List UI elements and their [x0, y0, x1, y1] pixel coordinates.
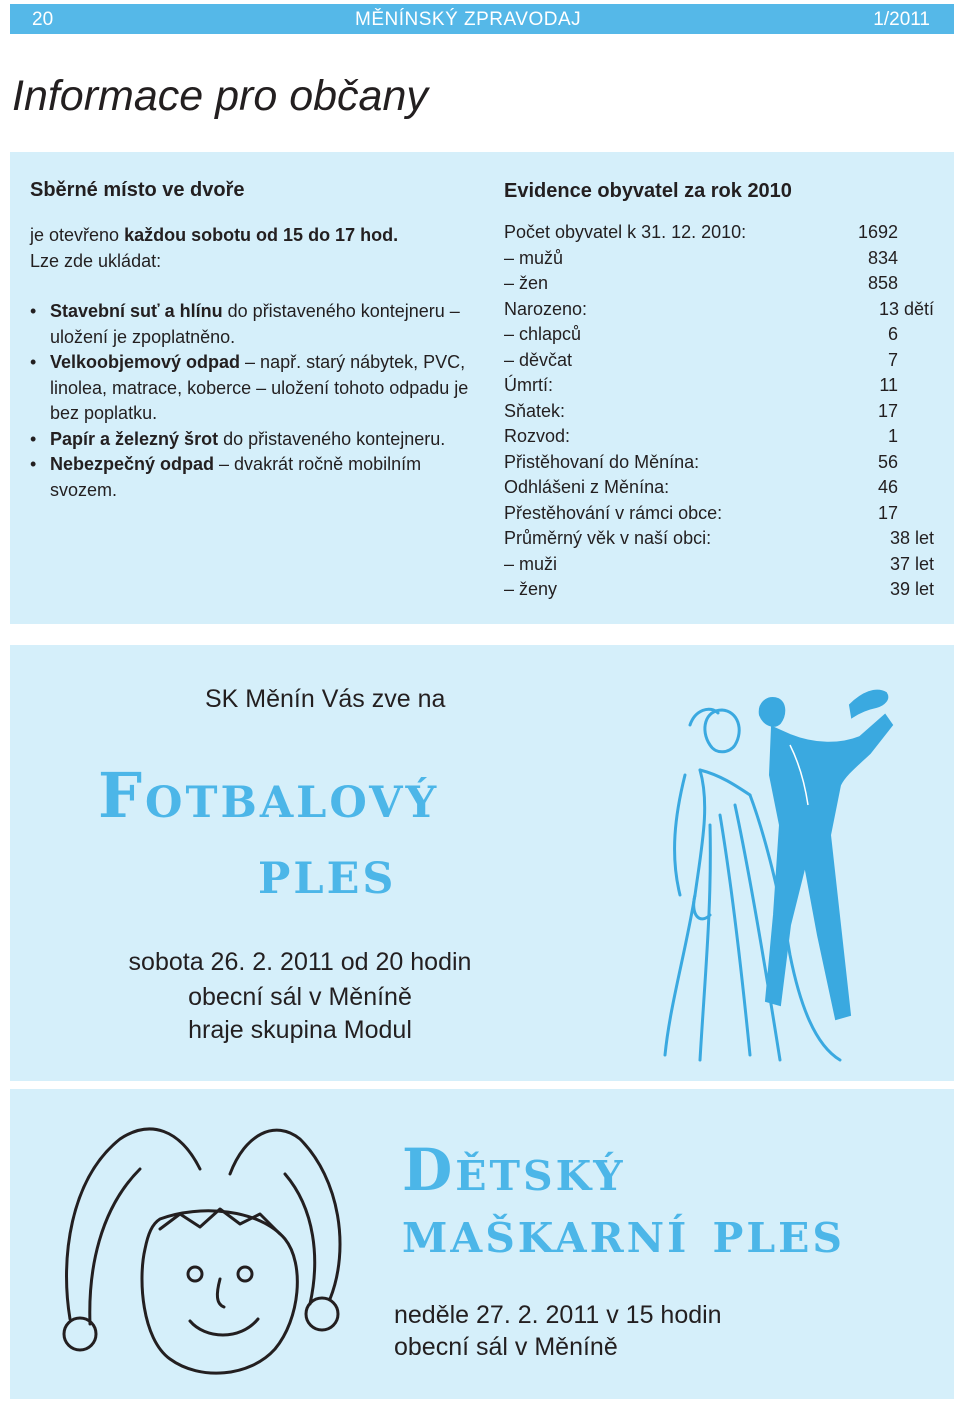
row-label: Odhlášeni z Měnína: [504, 477, 670, 497]
row-label: Narozeno: [504, 298, 588, 319]
item-text: – např. starý nábytek, PVC, linolea, matrace, koberce – uložení tohoto odpadu je bez poplatku. [50, 352, 469, 423]
row-value: 13 dětí [878, 298, 934, 319]
opening-hours: každou sobotu od 15 do 17 hod. [124, 225, 399, 245]
list-item [30, 452, 472, 503]
item-bold: Papír a železný šrot [50, 428, 219, 449]
row-value: 1 [887, 426, 898, 446]
table-row [504, 271, 934, 297]
kids-ball-date: neděle 27. 2. 2011 v 15 hodin [394, 1301, 722, 1329]
row-label: Průměrný věk v naší obci: [504, 528, 712, 548]
row-value: 38 let [889, 528, 934, 548]
kids-ball-title-line1: Dětský [402, 1136, 626, 1204]
list-item [30, 427, 472, 453]
football-ball-panel [10, 645, 954, 1081]
table-row [504, 577, 934, 603]
table-row [504, 450, 934, 476]
children-ball-panel [10, 1089, 954, 1399]
row-label: Sňatek: [504, 400, 566, 421]
issue-number: 1/2011 [873, 9, 930, 30]
ball-details [100, 945, 500, 1048]
row-value: 6 [887, 324, 898, 344]
row-label: – děvčat [504, 349, 573, 370]
row-value: 39 let [889, 579, 934, 599]
row-value: 834 [867, 247, 898, 268]
row-label: – muži [504, 553, 558, 574]
page-number: 20 [32, 9, 54, 30]
row-label: – žen [504, 273, 549, 293]
evidence-table [504, 220, 934, 603]
waste-list [30, 299, 472, 503]
kids-ball-title-line2: maškarní ples [402, 1198, 846, 1266]
newsletter-title: MĚNÍNSKÝ ZPRAVODAJ [355, 9, 582, 30]
item-bold: Stavební suť a hlínu [50, 301, 223, 321]
row-value: 17 [877, 502, 898, 523]
row-label: Rozvod: [504, 426, 571, 446]
item-bold: Nebezpečný odpad [50, 454, 215, 474]
item-bold: Velkoobjemový odpad [50, 352, 241, 372]
row-label: Počet obyvatel k 31. 12. 2010: [504, 222, 747, 242]
section-title: Informace pro občany [12, 72, 428, 120]
row-value: 11 [879, 375, 898, 395]
row-label: – ženy [504, 579, 558, 599]
table-row [504, 220, 934, 246]
table-row [504, 475, 934, 501]
collection-point-title: Sběrné místo ve dvoře [30, 179, 245, 201]
table-row [504, 552, 934, 578]
table-row [504, 297, 934, 323]
row-value: 1692 [857, 222, 898, 242]
table-row [504, 424, 934, 450]
intro-text-2: Lze zde ukládat: [30, 250, 162, 271]
ball-music: hraje skupina Modul [188, 1016, 412, 1044]
info-panel [10, 152, 954, 624]
table-row [504, 399, 934, 425]
row-value: 17 [877, 400, 898, 421]
ball-place: obecní sál v Měníně [188, 983, 412, 1011]
page-header [10, 4, 954, 34]
row-value: 37 let [889, 553, 934, 574]
table-row [504, 526, 934, 552]
collection-point-intro [30, 223, 470, 274]
ball-date: sobota 26. 2. 2011 od 20 hodin [128, 948, 472, 976]
row-label: Přistěhovaní do Měnína: [504, 451, 700, 472]
row-value: 7 [887, 349, 898, 370]
table-row [504, 373, 934, 399]
item-text: – dvakrát ročně mobilním svozem. [50, 454, 422, 500]
row-label: Přestěhování v rámci obce: [504, 502, 723, 523]
row-value: 46 [877, 477, 898, 497]
kids-ball-place: obecní sál v Měníně [394, 1333, 618, 1361]
item-text: do přistaveného kontejneru – uložení je zpoplatněno. [50, 301, 460, 347]
jester-face-illustration [30, 1109, 370, 1389]
table-row [504, 501, 934, 527]
row-label: – chlapců [504, 324, 582, 344]
table-row [504, 246, 934, 272]
kids-ball-details [394, 1299, 722, 1363]
ball-title-line2: ples [258, 835, 397, 908]
list-item [30, 299, 472, 350]
item-text: do přistaveného kontejneru. [218, 428, 446, 449]
row-value: 858 [867, 273, 898, 293]
list-item [30, 350, 472, 427]
row-label: – mužů [504, 247, 564, 268]
table-row [504, 348, 934, 374]
ball-title-line1: Fotbalový [98, 759, 440, 832]
dancing-couple-illustration [640, 675, 960, 1065]
invitation-text: SK Měnín Vás zve na [205, 685, 446, 713]
intro-text: je otevřeno [30, 225, 125, 245]
table-row [504, 322, 934, 348]
evidence-title: Evidence obyvatel za rok 2010 [504, 180, 792, 202]
row-value: 56 [877, 451, 898, 472]
row-label: Úmrtí: [504, 375, 553, 395]
